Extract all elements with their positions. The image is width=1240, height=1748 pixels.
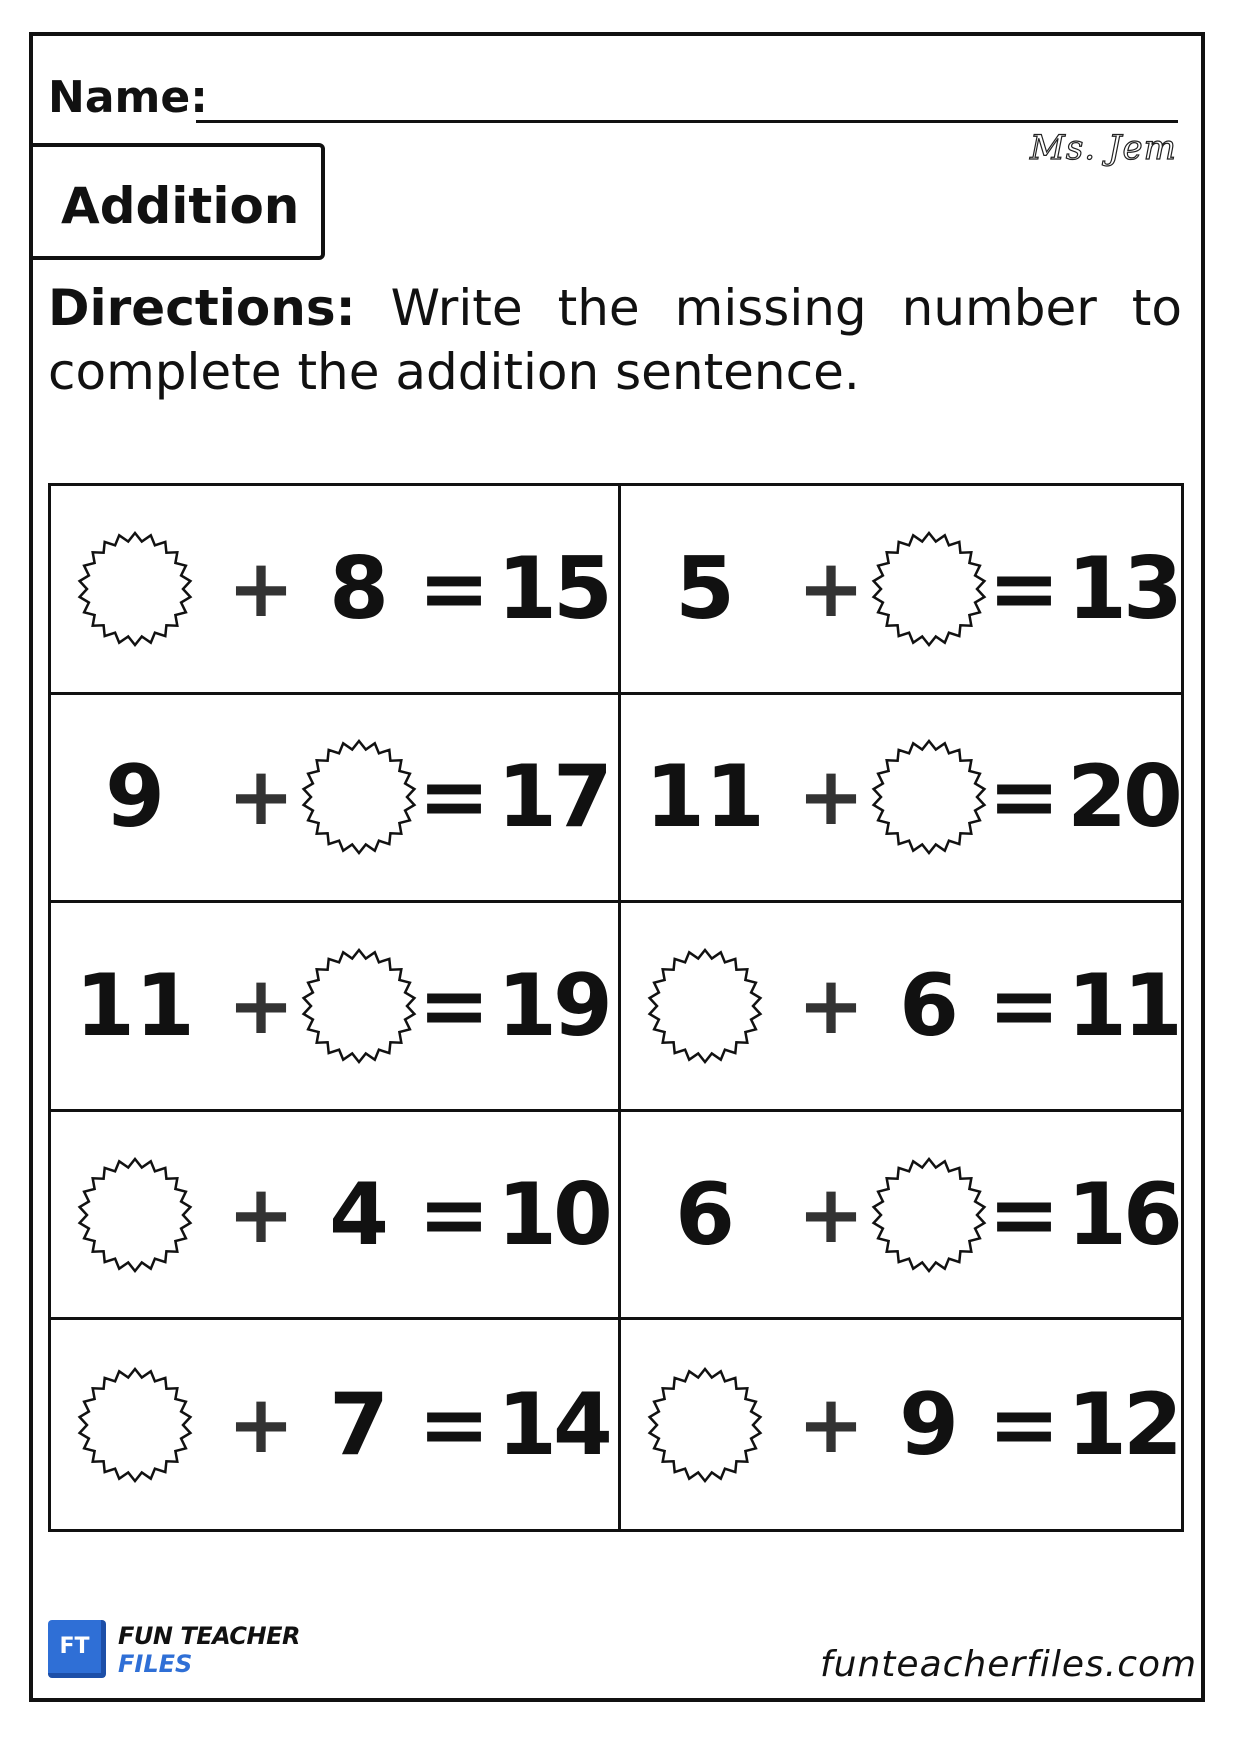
addend-b: 4 (329, 1164, 389, 1265)
plus-sign: + (797, 1377, 865, 1471)
addend-b: 8 (329, 538, 389, 639)
addend-a: 9 (105, 747, 165, 848)
answer-blank-icon[interactable] (301, 903, 417, 1109)
name-writing-line[interactable] (196, 120, 1178, 123)
addend-a: 11 (645, 747, 765, 848)
answer-blank-icon[interactable] (871, 695, 987, 901)
answer-blank-icon[interactable] (871, 1112, 987, 1318)
plus-sign: + (227, 750, 295, 844)
answer-blank-icon[interactable] (301, 695, 417, 901)
logo-text-line1: FUN TEACHER (118, 1622, 300, 1650)
equals-sign: = (417, 538, 487, 639)
problem-cell (51, 486, 621, 695)
sum-value: 19 (497, 955, 609, 1056)
addend-a: 5 (675, 538, 735, 639)
name-row (48, 72, 1178, 128)
plus-sign: + (227, 541, 295, 635)
problem-grid (48, 483, 1184, 1532)
answer-blank-icon[interactable] (75, 1320, 195, 1529)
sum-value: 11 (1067, 955, 1179, 1056)
problem-cell (621, 486, 1181, 695)
addend-b: 9 (899, 1374, 959, 1475)
plus-sign: + (227, 1167, 295, 1261)
website-url: funteacherfiles.com (820, 1644, 1198, 1685)
author-signature: Ms. Jem (1030, 128, 1177, 168)
answer-blank-icon[interactable] (871, 486, 987, 692)
addend-b: 6 (899, 955, 959, 1056)
sum-value: 14 (497, 1374, 609, 1475)
problem-cell (51, 1112, 621, 1321)
directions-label: Directions: (48, 279, 356, 337)
problem-cell (621, 1112, 1181, 1321)
brand-logo (48, 1620, 368, 1682)
answer-blank-icon[interactable] (75, 1112, 195, 1318)
sum-value: 15 (497, 538, 609, 639)
sum-value: 16 (1067, 1164, 1179, 1265)
plus-sign: + (797, 750, 865, 844)
sum-value: 12 (1067, 1374, 1179, 1475)
plus-sign: + (797, 1167, 865, 1261)
logo-mark: FT (48, 1620, 106, 1678)
plus-sign: + (227, 958, 295, 1052)
answer-blank-icon[interactable] (75, 486, 195, 692)
sum-value: 10 (497, 1164, 609, 1265)
plus-sign: + (227, 1377, 295, 1471)
addend-a: 6 (675, 1164, 735, 1265)
name-label: Name: (48, 72, 208, 123)
problem-cell (51, 695, 621, 904)
title-box (29, 143, 325, 260)
addend-b: 7 (329, 1374, 389, 1475)
directions-text: Write the missing number to complete the addition sentence. (48, 279, 1182, 401)
plus-sign: + (797, 541, 865, 635)
equals-sign: = (417, 955, 487, 1056)
equals-sign: = (417, 1164, 487, 1265)
equals-sign: = (417, 1374, 487, 1475)
equals-sign: = (417, 747, 487, 848)
plus-sign: + (797, 958, 865, 1052)
sum-value: 20 (1067, 747, 1179, 848)
problem-cell (621, 695, 1181, 904)
directions (48, 276, 1182, 404)
answer-blank-icon[interactable] (645, 1320, 765, 1529)
problem-cell (621, 1320, 1181, 1529)
sum-value: 17 (497, 747, 609, 848)
problem-cell (51, 1320, 621, 1529)
equals-sign: = (987, 955, 1057, 1056)
answer-blank-icon[interactable] (645, 903, 765, 1109)
logo-text-line2: FILES (118, 1650, 193, 1678)
addend-a: 11 (75, 955, 195, 1056)
problem-cell (621, 903, 1181, 1112)
equals-sign: = (987, 747, 1057, 848)
worksheet-title: Addition (61, 177, 300, 235)
equals-sign: = (987, 1374, 1057, 1475)
equals-sign: = (987, 538, 1057, 639)
equals-sign: = (987, 1164, 1057, 1265)
sum-value: 13 (1067, 538, 1179, 639)
problem-cell (51, 903, 621, 1112)
